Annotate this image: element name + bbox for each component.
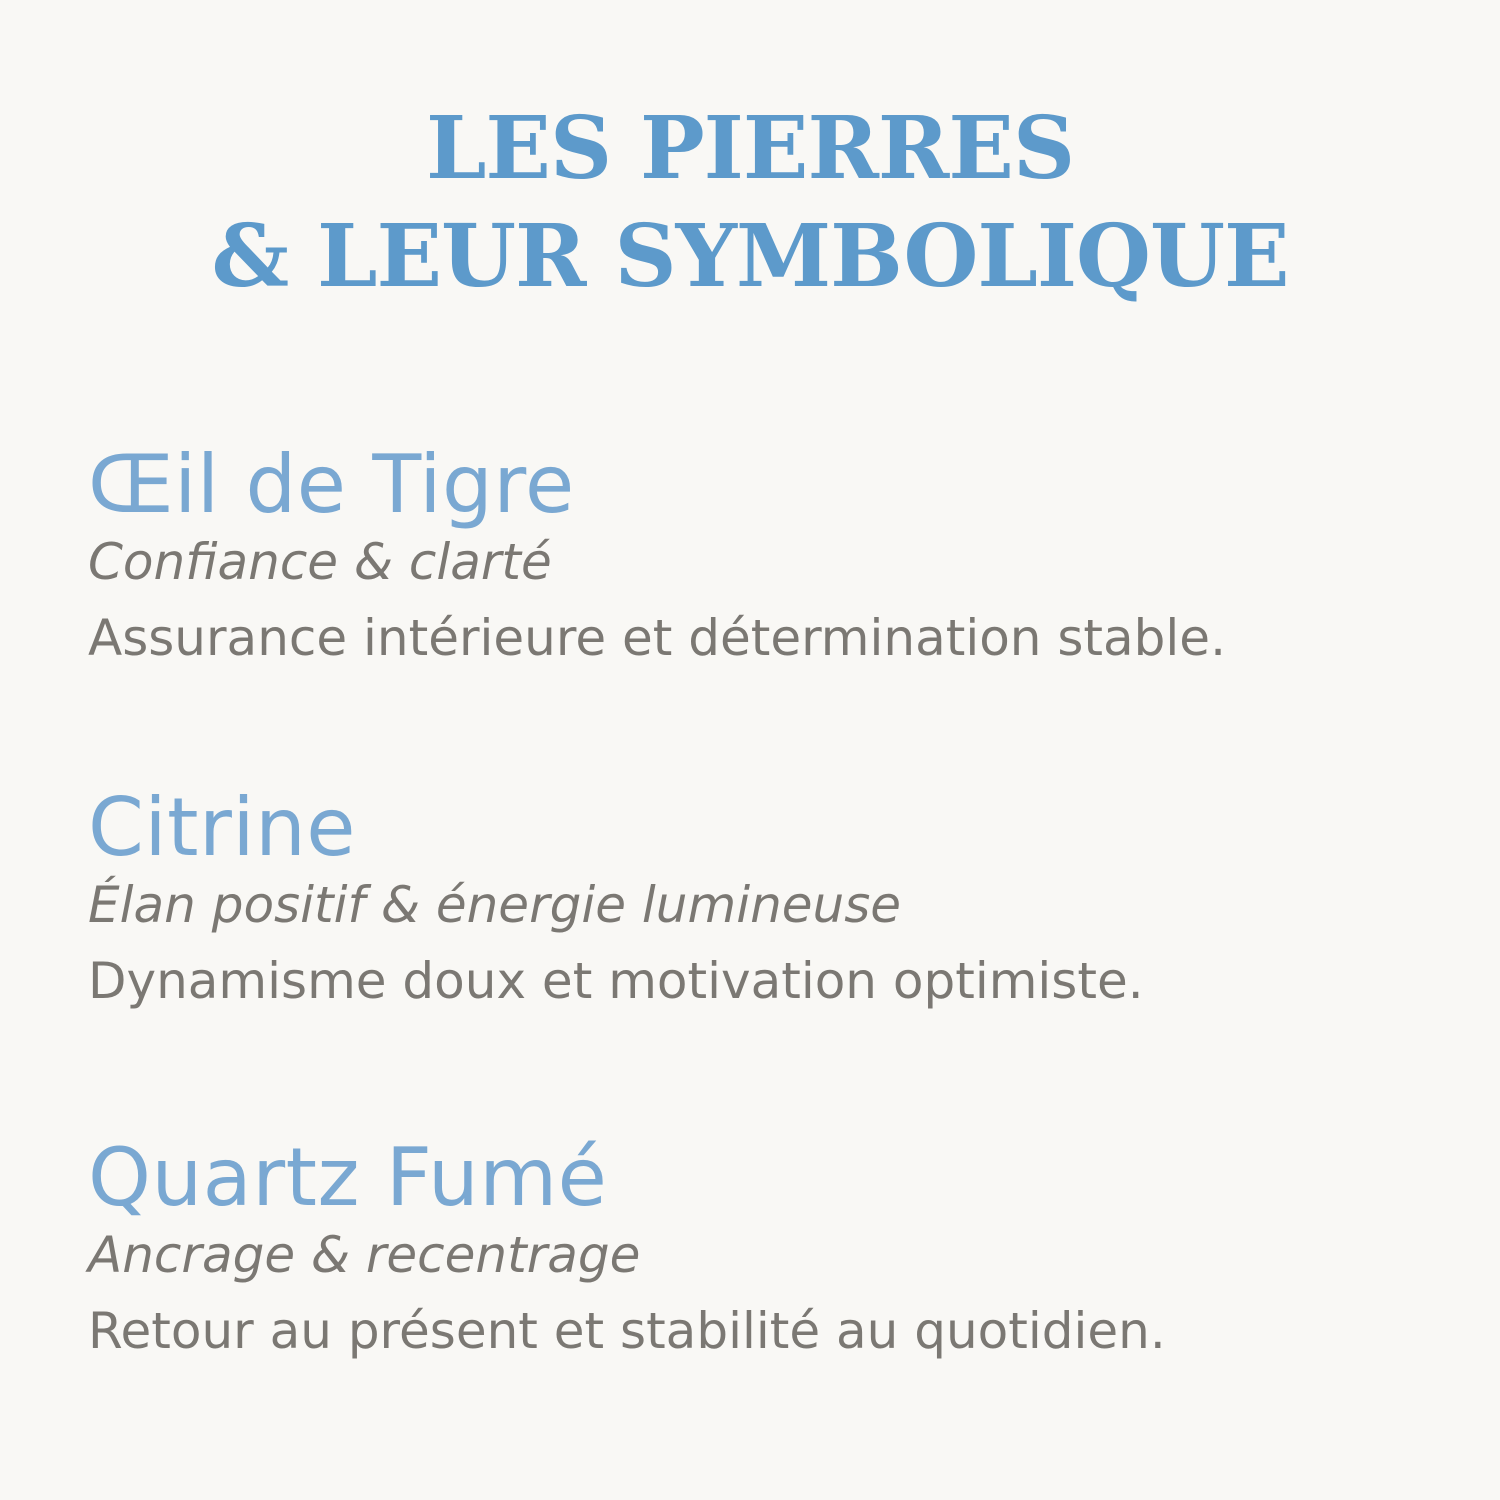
stone-description: Dynamisme doux et motivation optimiste. (88, 952, 1144, 1010)
stone-quartz-fume (88, 1133, 1448, 1361)
stone-name: Citrine (88, 781, 356, 874)
stone-description: Retour au présent et stabilité au quotidien. (88, 1302, 1166, 1360)
stone-citrine (88, 783, 1448, 1011)
stone-quality: Ancrage & recentrage (88, 1226, 641, 1284)
stone-name: Quartz Fumé (88, 1131, 608, 1224)
stone-description: Assurance intérieure et détermination stable. (88, 609, 1226, 667)
stone-name: Œil de Tigre (88, 438, 575, 531)
title-line-1: LES PIERRES (425, 98, 1075, 199)
title-line-2: & LEUR SYMBOLIQUE (211, 206, 1289, 307)
stone-oeil-de-tigre (88, 440, 1448, 668)
stone-quality: Élan positif & énergie lumineuse (88, 876, 902, 934)
page-title (0, 95, 1500, 311)
stone-quality: Confiance & clarté (88, 533, 552, 591)
